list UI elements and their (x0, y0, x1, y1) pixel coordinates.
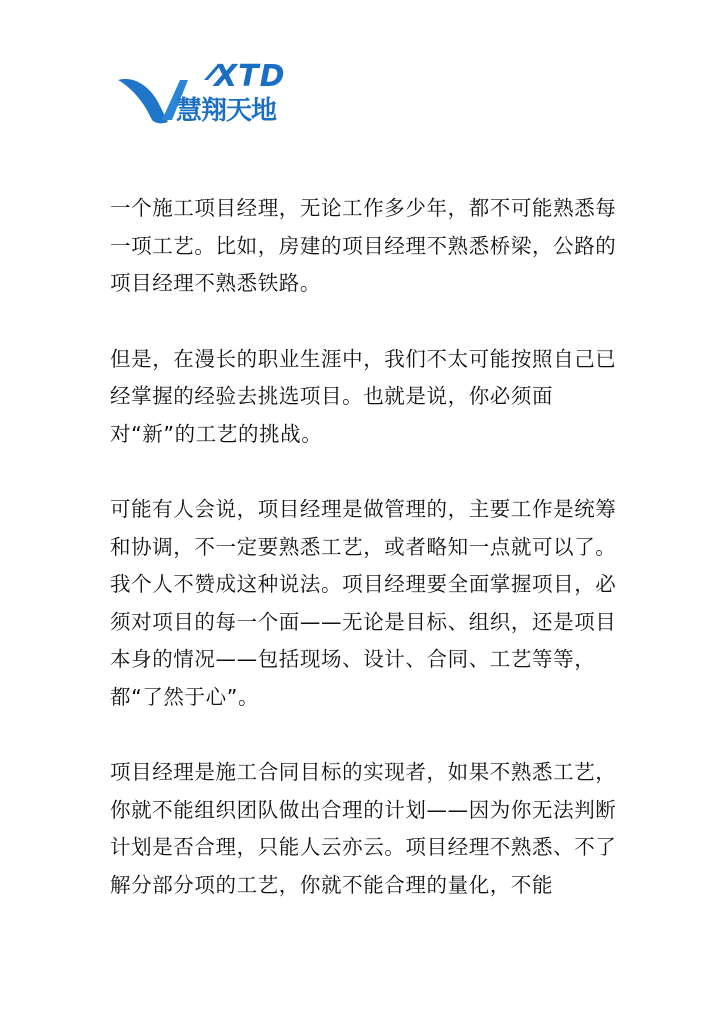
paragraph-4: 项目经理是施工合同目标的实现者，如果不熟悉工艺，你就不能组织团队做出合理的计划——因为你无法判断计划是否合理，只能人云亦云。项目经理不熟悉、不了解分部分项的工艺，你就不能合理的量化，不能 (110, 760, 617, 897)
logo-wordmark: XTD (214, 59, 286, 94)
paragraph-2: 但是，在漫长的职业生涯中，我们不太可能按照自己已经掌握的经验去挑选项目。也就是说，你必须面对“新”的工艺的挑战。 (110, 346, 617, 446)
paragraph-1: 一个施工项目经理，无论工作多少年，都不可能熟悉每一项工艺。比如，房建的项目经理不熟悉桥梁，公路的项目经理不熟悉铁路。 (110, 196, 617, 295)
logo-chinese-name: 慧翔天地 (176, 96, 277, 126)
article-body (110, 190, 630, 942)
paragraph-3: 可能有人会说，项目经理是做管理的，主要工作是统筹和协调，不一定要熟悉工艺，或者略知一点就可以了。我个人不赞成这种说法。项目经理要全面掌握项目，必须对项目的每一个面——无论是目标、组织，还是项目本身的情况——包括现场、设计、合同、工艺等等，都“了然于心”。 (110, 497, 617, 709)
company-logo (118, 59, 303, 130)
